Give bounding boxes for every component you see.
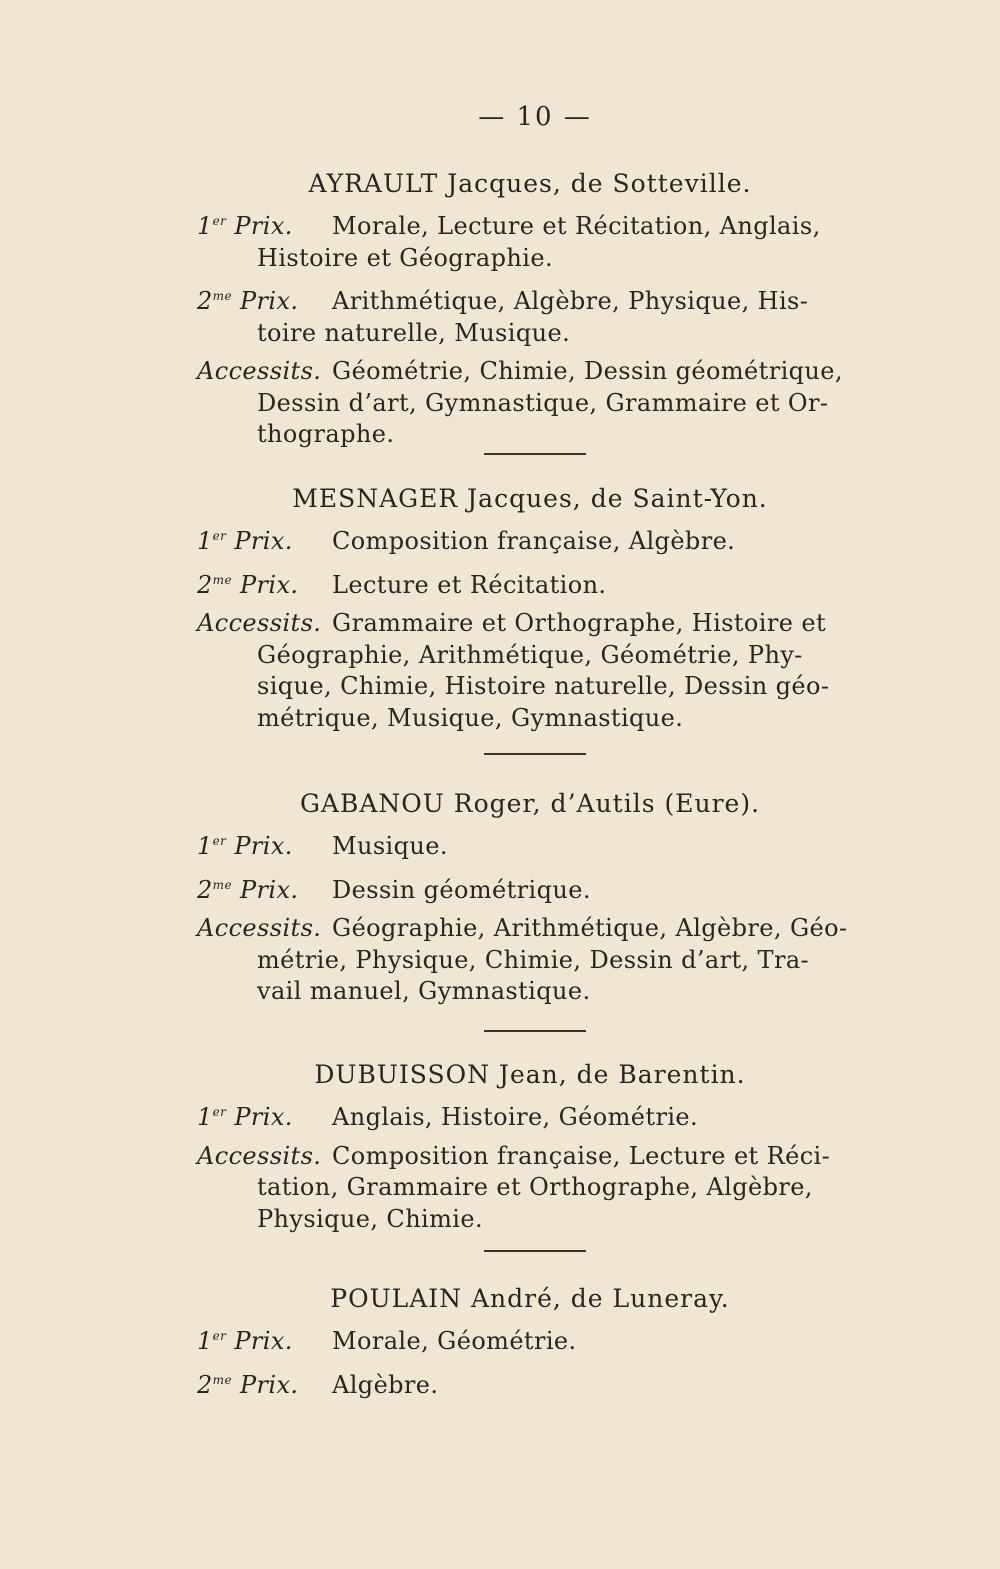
student-entry: [0, 1053, 1000, 1242]
award-type: Accessits.: [197, 357, 322, 385]
award-line: [197, 565, 877, 602]
award-subjects: Morale, Lecture et Récitation, Anglais,: [332, 212, 821, 240]
award-rank-suffix: er: [212, 1329, 227, 1343]
award-label: [197, 206, 332, 243]
award-subjects: Physique, Chimie.: [257, 1204, 483, 1233]
award-label: [197, 1321, 332, 1358]
award-label: [197, 521, 332, 558]
award-rank: 2: [197, 875, 213, 904]
award-subjects: Géographie, Arithmétique, Géométrie, Phy-: [257, 640, 803, 669]
award-line: [197, 913, 877, 1008]
award-subjects: Dessin d’art, Gymnastique, Grammaire et Or-: [257, 388, 829, 417]
award-subjects: Lecture et Récitation.: [332, 570, 607, 599]
award-type: Prix.: [234, 1103, 293, 1131]
award-rank: 1: [197, 1103, 213, 1131]
award-type: Prix.: [234, 1327, 293, 1355]
award-subjects: Géographie, Arithmétique, Algèbre, Géo-: [332, 914, 848, 942]
award-subjects: sique, Chimie, Histoire naturelle, Dessin géo-: [257, 672, 830, 700]
award-line: [197, 356, 877, 451]
award-line: [197, 1365, 877, 1402]
award-subjects: Composition française, Algèbre.: [332, 527, 736, 555]
award-subjects: Grammaire et Orthographe, Histoire et: [332, 609, 827, 637]
award-rank-suffix: er: [212, 1105, 227, 1119]
student-entry: [0, 782, 1000, 1015]
student-entry: [0, 162, 1000, 458]
award-rank-suffix: me: [212, 572, 232, 587]
award-subjects: Morale, Géométrie.: [332, 1327, 577, 1355]
award-rank-suffix: me: [212, 877, 232, 892]
student-name: MESNAGER Jacques, de Saint-Yon.: [292, 484, 768, 513]
award-subjects: tation, Grammaire et Orthographe, Algèbre,: [257, 1173, 813, 1201]
award-line: [197, 1321, 877, 1358]
award-subjects: thographe.: [257, 420, 395, 448]
award-label: [197, 608, 332, 640]
student-name: AYRAULT Jacques, de Sotteville.: [308, 169, 752, 198]
award-rank-suffix: er: [212, 834, 227, 848]
award-type: Accessits.: [197, 609, 322, 637]
award-type: Prix.: [239, 287, 299, 315]
section-divider: [484, 1250, 586, 1252]
section-divider: [484, 453, 586, 455]
award-subjects: Dessin géométrique.: [332, 875, 591, 904]
award-subjects: métrique, Musique, Gymnastique.: [257, 703, 684, 732]
award-type: Prix.: [234, 832, 293, 860]
award-line: [197, 1141, 877, 1236]
award-subjects: Géométrie, Chimie, Dessin géométrique,: [332, 357, 843, 385]
student-name: DUBUISSON Jean, de Barentin.: [314, 1060, 746, 1089]
award-subjects: Arithmétique, Algèbre, Physique, His-: [332, 287, 809, 315]
award-subjects: Histoire et Géographie.: [257, 243, 553, 272]
award-rank-suffix: er: [212, 529, 227, 543]
award-rank: 1: [197, 527, 213, 555]
student-name: GABANOU Roger, d’Autils (Eure).: [299, 789, 761, 818]
award-rank-suffix: me: [212, 1372, 232, 1387]
student-name: POULAIN André, de Luneray.: [330, 1284, 730, 1313]
award-subjects: Musique.: [332, 832, 448, 860]
award-rank: 2: [197, 287, 213, 315]
award-rank: 1: [197, 1327, 213, 1355]
award-type: Accessits.: [197, 914, 322, 942]
award-rank-suffix: er: [212, 214, 227, 228]
award-type: Prix.: [234, 212, 293, 240]
award-label: [197, 826, 332, 863]
award-subjects: métrie, Physique, Chimie, Dessin d’art, Tra-: [257, 945, 810, 974]
award-subjects: Algèbre.: [332, 1370, 439, 1399]
award-label: [197, 1097, 332, 1134]
award-rank: 2: [197, 570, 213, 599]
award-line: [197, 1097, 877, 1134]
award-label: [197, 356, 332, 388]
award-label: [197, 281, 332, 318]
award-line: [197, 826, 877, 863]
section-divider: [484, 1030, 586, 1032]
award-line: [197, 206, 877, 274]
page-number: — 10 —: [478, 102, 592, 132]
award-subjects: toire naturelle, Musique.: [257, 318, 571, 347]
award-subjects: Composition française, Lecture et Réci-: [332, 1141, 831, 1170]
award-label: [197, 1365, 332, 1402]
award-type: Prix.: [234, 527, 293, 555]
award-rank: 1: [197, 212, 213, 240]
award-label: [197, 870, 332, 907]
award-rank: 1: [197, 832, 213, 860]
award-rank-suffix: me: [212, 289, 232, 303]
award-rank: 2: [197, 1370, 213, 1399]
award-type: Prix.: [239, 875, 299, 904]
award-type: Accessits.: [197, 1141, 322, 1170]
student-entry: [0, 477, 1000, 741]
award-line: [197, 521, 877, 558]
award-line: [197, 870, 877, 907]
award-label: [197, 565, 332, 602]
award-label: [197, 1141, 332, 1173]
award-type: Prix.: [239, 1370, 299, 1399]
award-type: Prix.: [239, 570, 299, 599]
section-divider: [484, 753, 586, 755]
award-subjects: Anglais, Histoire, Géométrie.: [332, 1103, 699, 1131]
award-subjects: vail manuel, Gymnastique.: [257, 977, 591, 1005]
student-entry: [0, 1277, 1000, 1408]
award-line: [197, 281, 877, 349]
award-line: [197, 608, 877, 734]
award-label: [197, 913, 332, 945]
